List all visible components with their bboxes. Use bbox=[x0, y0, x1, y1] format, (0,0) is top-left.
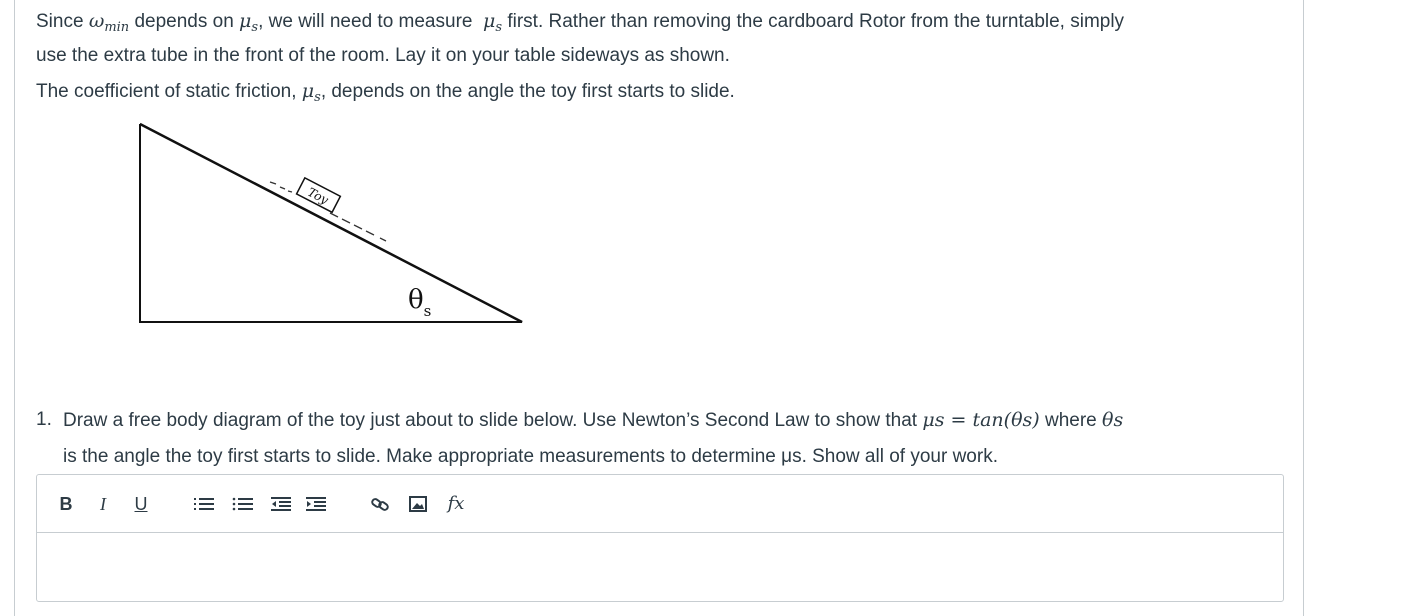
intro-line-3: The coefficient of static friction, $\mu_s$, depends on the angle the toy first starts to slide. bbox=[36, 80, 735, 105]
question-text: Draw a free body diagram of the toy just about to slide below. Use Newton’s Second Law to show that μs = tan(θs) where θs is the angle the toy first starts to slide. Make appropriate measurements to determine μs. Show all of your work. bbox=[63, 409, 1124, 467]
editor-toolbar bbox=[37, 475, 1283, 533]
theta-s-symbol: θs bbox=[1102, 409, 1124, 431]
image-icon bbox=[408, 492, 428, 516]
intro-line-1: Since $\omega_{min}$ depends on $\mu_s$, we will need to measure $\mu_s$ first. Rather than removing the cardboard Rotor from the turntable, simply bbox=[36, 10, 1125, 35]
link-icon bbox=[370, 492, 390, 516]
formula-button[interactable]: fx bbox=[447, 493, 465, 514]
editor-content-area[interactable] bbox=[37, 533, 1283, 601]
unordered-list-button[interactable] bbox=[232, 492, 254, 516]
link-button[interactable] bbox=[370, 492, 390, 516]
mu-s-symbol-2: $\mu_s$ bbox=[483, 10, 503, 35]
intro-line-2: use the extra tube in the front of the room. Lay it on your table sideways as shown. bbox=[36, 45, 730, 66]
indent-button[interactable] bbox=[305, 492, 327, 516]
outdent-button[interactable] bbox=[270, 492, 292, 516]
question-number: 1. bbox=[36, 409, 52, 430]
image-button[interactable] bbox=[408, 492, 428, 516]
unordered-list-icon bbox=[232, 492, 254, 516]
answer-editor bbox=[36, 474, 1284, 602]
eq-sign: = bbox=[944, 409, 973, 431]
omega-min-symbol: $\omega_{min}$ bbox=[88, 10, 130, 35]
bold-button[interactable]: B bbox=[59, 494, 73, 514]
mu-s-symbol: $\mu_s$ bbox=[239, 10, 259, 35]
eq-lhs: μs bbox=[922, 409, 945, 431]
toy-label: Toy bbox=[305, 184, 331, 208]
italic-button[interactable]: I bbox=[100, 494, 106, 514]
incline-hypotenuse bbox=[140, 124, 522, 322]
eq-rhs: tan(θs) bbox=[972, 409, 1040, 431]
outdent-icon bbox=[270, 492, 292, 516]
underline-button[interactable]: U bbox=[134, 494, 148, 514]
angle-label: $\theta_s$ bbox=[408, 285, 432, 320]
indent-icon bbox=[305, 492, 327, 516]
mu-s-symbol-3: $\mu_s$ bbox=[301, 80, 321, 105]
ordered-list-button[interactable] bbox=[193, 492, 215, 516]
ordered-list-icon bbox=[193, 492, 215, 516]
incline-diagram bbox=[130, 112, 530, 327]
